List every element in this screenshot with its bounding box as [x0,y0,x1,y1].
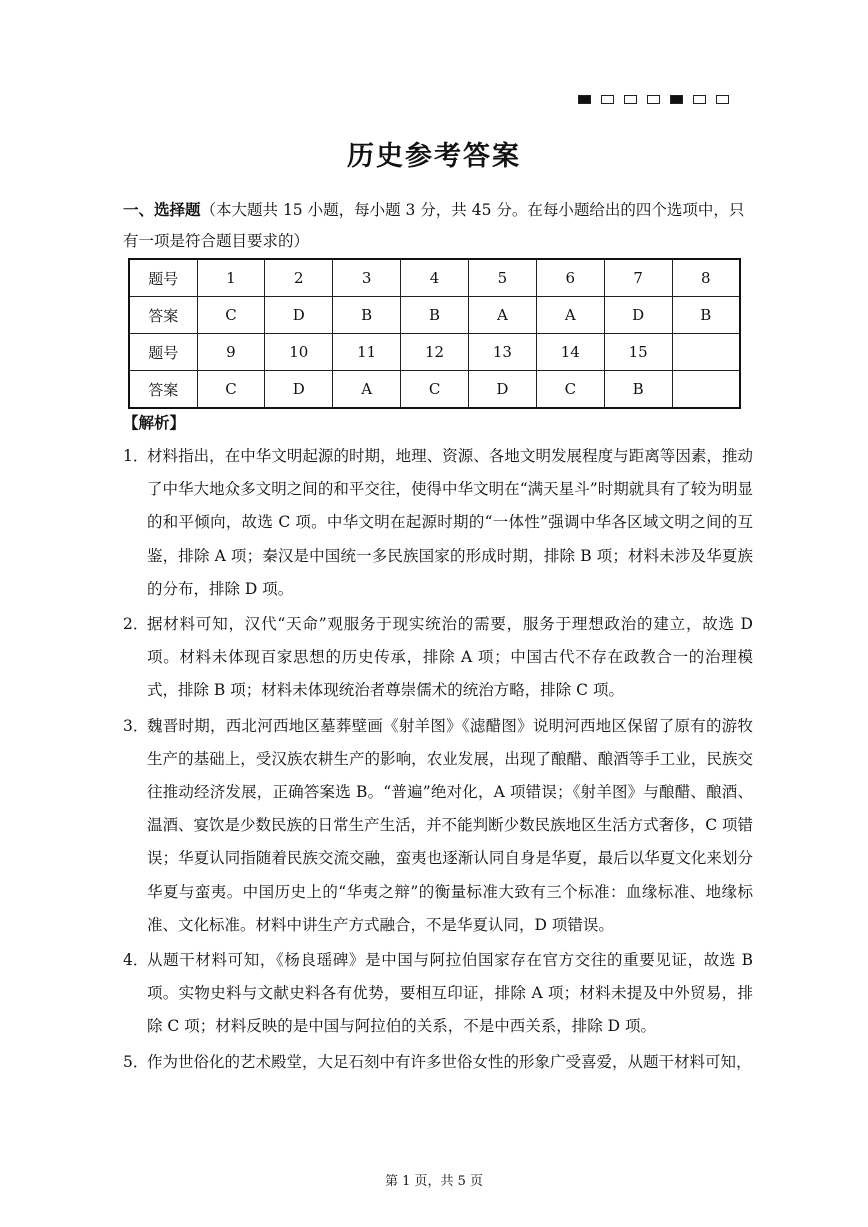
table-cell: C [197,297,265,334]
table-row-header: 答案 [129,371,197,409]
marker-square [716,95,729,104]
table-cell: 10 [265,334,333,371]
table-row [129,371,740,409]
analysis-item-number: 5． [123,1052,149,1071]
marker-square [601,95,614,104]
marker-square [624,95,637,104]
table-cell: C [401,371,469,409]
table-cell [672,334,740,371]
table-cell: D [265,297,333,334]
analysis-item-text: 魏晋时期，西北河西地区墓葬壁画《射羊图》《滤醋图》说明河西地区保留了原有的游牧生产的基础上，受汉族农耕生产的影响，农业发展，出现了酿醋、酿酒等手工业，民族交往推动经济发展，正确答案选 B。“普遍”绝对化，A 项错误；《射羊图》与酿醋、酿酒、温酒、宴饮是少数民族的日常生产生活，并不能判断少数民族地区生活方式奢侈，C 项错误；华夏认同指随着民族交流交融，蛮夷也逐渐认同自身是华夏，最后以华夏文化来划分华夏与蛮夷。中国历史上的“华夷之辩”的衡量标准大致有三个标准：血缘标准、地缘标准、文化标准。材料中讲生产方式融合，不是华夏认同，D 项错误。 [147,716,753,934]
table-cell: C [536,371,604,409]
analysis-item-text: 材料指出，在中华文明起源的时期，地理、资源、各地文明发展程度与距离等因素，推动了中华大地众多文明之间的和平交往，使得中华文明在“满天星斗”时期就具有了较为明显的和平倾向，故选 C 项。中华文明在起源时期的“一体性”强调中华各区域文明之间的互鉴，排除 A 项；秦汉是中国统一多民族国家的形成时期，排除 B 项；材料未涉及华夏族的分布，排除 D 项。 [147,447,753,598]
analysis-item-number: 1． [123,447,149,465]
section-heading [123,194,751,257]
analysis-item [123,440,753,606]
table-cell: D [469,371,537,409]
table-cell: D [265,371,333,409]
table-cell: B [604,371,672,409]
table-row [129,297,740,334]
table-row-header: 答案 [129,297,197,334]
table-cell: B [672,297,740,334]
analysis-item-number: 2． [123,615,149,634]
analysis-item-number: 4． [123,951,149,970]
section-instruction: （本大题共 15 小题，每小题 3 分，共 45 分。在每小题给出的四个选项中，只有一项是符合题目要求的） [123,201,745,250]
page-footer: 第 1 页，共 5 页 [384,1174,484,1189]
page-title: 历史参考答案 [347,141,521,172]
table-cell: B [333,297,401,334]
analysis-list [123,440,753,1081]
analysis-item-number: 3． [123,716,149,735]
analysis-item [123,944,753,1044]
analysis-label: 【解析】 [123,413,186,432]
table-row-header: 题号 [129,259,197,297]
analysis-item-text: 据材料可知，汉代“天命”观服务于现实统治的需要，服务于理想政治的建立，故选 D 项。材料未体现百家思想的历史传承，排除 A 项；中国古代不存在政教合一的治理模式，排除 B 项；材料未体现统治者尊崇儒术的统治方略，排除 C 项。 [147,615,753,700]
table-cell: 6 [536,259,604,297]
table-row-header: 题号 [129,334,197,371]
analysis-item [123,608,753,708]
table-cell: A [333,371,401,409]
answer-table [128,258,741,409]
table-cell: A [469,297,537,334]
table-cell: 15 [604,334,672,371]
table-cell: 5 [469,259,537,297]
analysis-item-text: 从题干材料可知，《杨良瑶碑》是中国与阿拉伯国家存在官方交往的重要见证，故选 B 项。实物史料与文献史料各有优势，要相互印证，排除 A 项；材料未提及中外贸易，排除 C 项；材料反映的是中国与阿拉伯的关系，不是中西关系，排除 D 项。 [147,951,753,1036]
marker-square [670,95,683,104]
table-cell: D [604,297,672,334]
table-cell: 9 [197,334,265,371]
table-row [129,259,740,297]
table-cell: 7 [604,259,672,297]
analysis-item [123,1046,753,1079]
table-cell: 13 [469,334,537,371]
table-cell: 8 [672,259,740,297]
table-cell: 11 [333,334,401,371]
analysis-item-text: 作为世俗化的艺术殿堂，大足石刻中有许多世俗女性的形象广受喜爱，从题干材料可知， [147,1052,752,1071]
section-heading-label: 一、选择题 [123,200,201,219]
table-cell [672,371,740,409]
table-cell: 4 [401,259,469,297]
table-cell: 2 [265,259,333,297]
table-row [129,334,740,371]
marker-square [647,95,660,104]
marker-square [693,95,706,104]
table-cell: 1 [197,259,265,297]
analysis-item [123,710,753,942]
table-cell: 12 [401,334,469,371]
table-cell: B [401,297,469,334]
marker-square [578,95,591,104]
table-cell: A [536,297,604,334]
table-cell: C [197,371,265,409]
page-marker-squares [578,95,729,104]
table-cell: 3 [333,259,401,297]
table-cell: 14 [536,334,604,371]
